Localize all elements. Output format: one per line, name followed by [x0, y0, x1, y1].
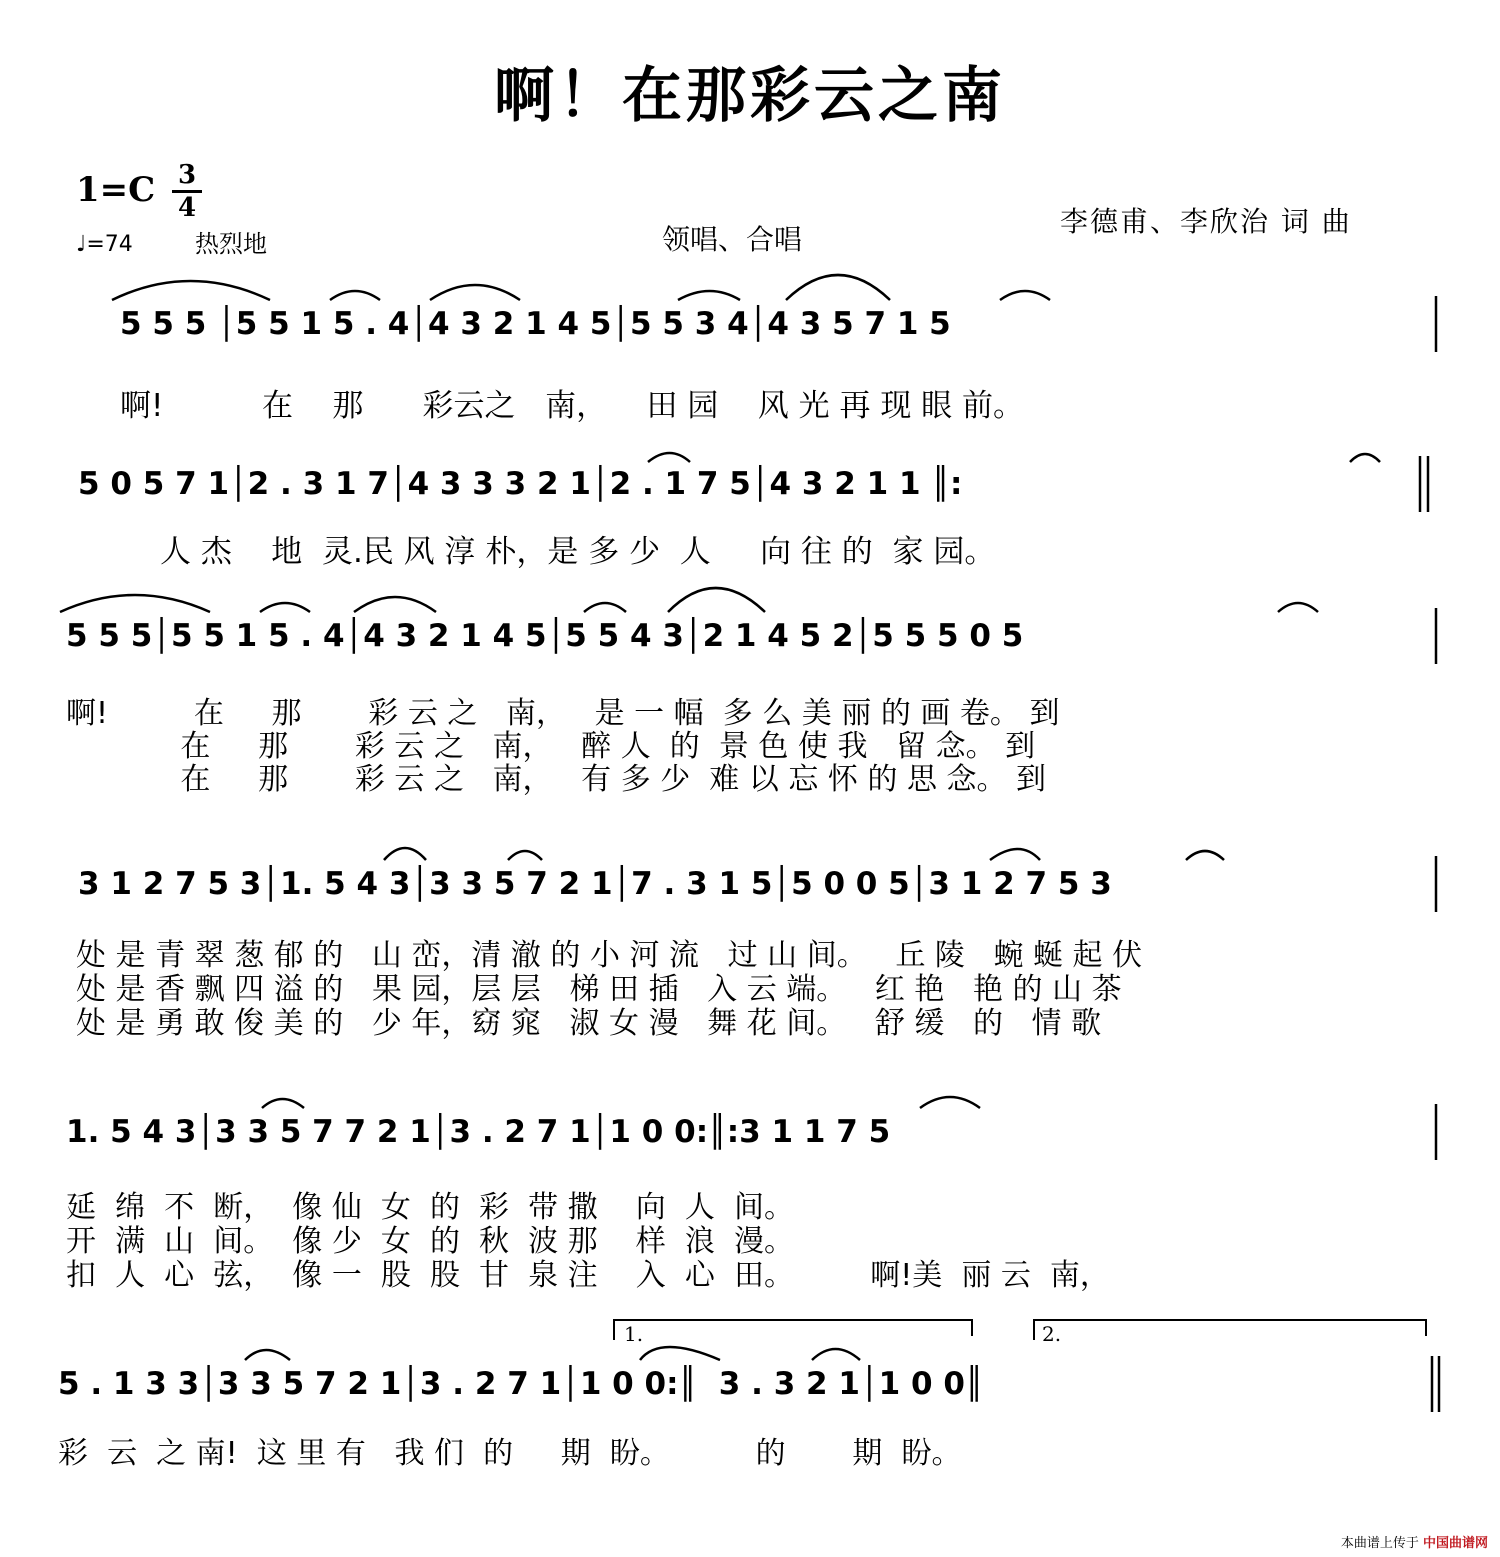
site-brand-link[interactable]: 中国曲谱网 [1422, 1536, 1488, 1551]
lyric-line-5c: 扣 人 心 弦， 像 一 股 股 甘 泉 注 入 心 田。 啊!美 丽 云 南， [66, 1258, 1110, 1293]
lyric-line-6: 彩 云 之 南! 这 里 有 我 们 的 期 盼。 的 期 盼。 [58, 1436, 962, 1471]
notation-line-5: 1. 5 4 3│3 3 5 7 7 2 1│3 . 2 7 1│1 0 0:║:3 1 1 7 5 [66, 1114, 891, 1150]
song-title: 啊！在那彩云之南 [494, 61, 1006, 131]
notation-line-6: 5 . 1 3 3│3 3 5 7 2 1│3 . 2 7 1│1 0 0:║ 3 . 3 2 1│1 0 0║ [58, 1366, 984, 1402]
volta-bracket [614, 1320, 972, 1340]
slur [812, 1349, 860, 1360]
volta-second-ending: 2. [1042, 1322, 1062, 1346]
notation-line-2: 5 0 5 7 1│2 . 3 1 7│4 3 3 3 2 1│2 . 1 7 5│4 3 2 1 1 ║: [78, 466, 963, 502]
slur [1278, 603, 1318, 612]
notation-line-3: 5 5 5│5 5 1 5 . 4│4 3 2 1 4 5│5 5 4 3│2 1 4 5 2│5 5 5 0 5 [66, 618, 1024, 654]
time-signature [172, 162, 202, 221]
footer-prefix: 本曲谱上传于 [1340, 1536, 1419, 1551]
lyric-line-3a: 啊! 在 那 彩 云 之 南， 是 一 幅 多 么 美 丽 的 画 卷。 到 [66, 696, 1060, 731]
slur [1000, 291, 1050, 300]
time-signature-top: 3 [177, 160, 197, 190]
slur [786, 275, 890, 300]
lyric-line-4c: 处 是 勇 敢 俊 美 的 少 年，窈 窕 淑 女 漫 舞 花 间。 舒 缓 的 情 歌 [76, 1006, 1102, 1041]
lyric-line-4a: 处 是 青 翠 葱 郁 的 山 峦，清 澈 的 小 河 流 过 山 间。 丘 陵 蜿 蜒 起 伏 [76, 938, 1143, 973]
slur [260, 603, 310, 612]
slur [920, 1097, 980, 1108]
lyric-line-5a: 延 绵 不 断， 像 仙 女 的 彩 带 撒 向 人 间。 [66, 1190, 794, 1225]
slur [990, 849, 1040, 860]
slur [262, 1099, 304, 1108]
slur [678, 291, 740, 300]
composer-credit: 李德甫、李欣治 词 曲 [1060, 205, 1352, 238]
key-signature: 1=C [76, 170, 156, 210]
slur [112, 281, 270, 300]
lyric-line-1: 啊! 在 那 彩云之 南， 田 园 风 光 再 现 眼 前。 [120, 388, 1025, 424]
performance-role: 领唱、合唱 [662, 223, 803, 256]
lyric-line-3c: 在 那 彩 云 之 南， 有 多 少 难 以 忘 怀 的 思 念。 到 [66, 762, 1047, 797]
slur [245, 1350, 290, 1360]
slur [354, 597, 436, 612]
slur [60, 595, 210, 612]
slur [430, 285, 520, 300]
time-signature-bottom: 4 [177, 193, 197, 223]
slur [508, 851, 542, 860]
slur [640, 1347, 720, 1360]
volta-first-ending: 1. [624, 1322, 644, 1346]
notation-line-4: 3 1 2 7 5 3│1. 5 4 3│3 3 5 7 2 1│7 . 3 1 5│5 0 0 5│3 1 2 7 5 3 [78, 866, 1112, 902]
lyric-line-5b: 开 满 山 间。 像 少 女 的 秋 波 那 样 浪 漫。 [66, 1224, 794, 1259]
slur [384, 848, 426, 860]
slur [1186, 851, 1224, 860]
slur [668, 588, 765, 612]
upload-footer [1341, 1532, 1488, 1551]
lyric-line-2: 人 杰 地 灵.民 风 淳 朴，是 多 少 人 向 往 的 家 园。 [160, 534, 996, 570]
expression-marking: 热烈地 [195, 230, 267, 258]
lyric-line-4b: 处 是 香 飘 四 溢 的 果 园，层 层 梯 田 插 入 云 端。 红 艳 艳 的 山 茶 [76, 972, 1122, 1007]
slur [1350, 454, 1380, 462]
lyric-line-3b: 在 那 彩 云 之 南， 醉 人 的 景 色 使 我 留 念。 到 [66, 729, 1036, 764]
slur [648, 453, 690, 462]
slur [584, 603, 626, 612]
tempo-marking: ♩=74 [76, 232, 133, 257]
volta-bracket [1034, 1320, 1426, 1340]
slur [330, 291, 380, 300]
notation-line-1: 5 5 5 │5 5 1 5 . 4│4 3 2 1 4 5│5 5 3 4│4 3 5 7 1 5 [120, 306, 951, 342]
